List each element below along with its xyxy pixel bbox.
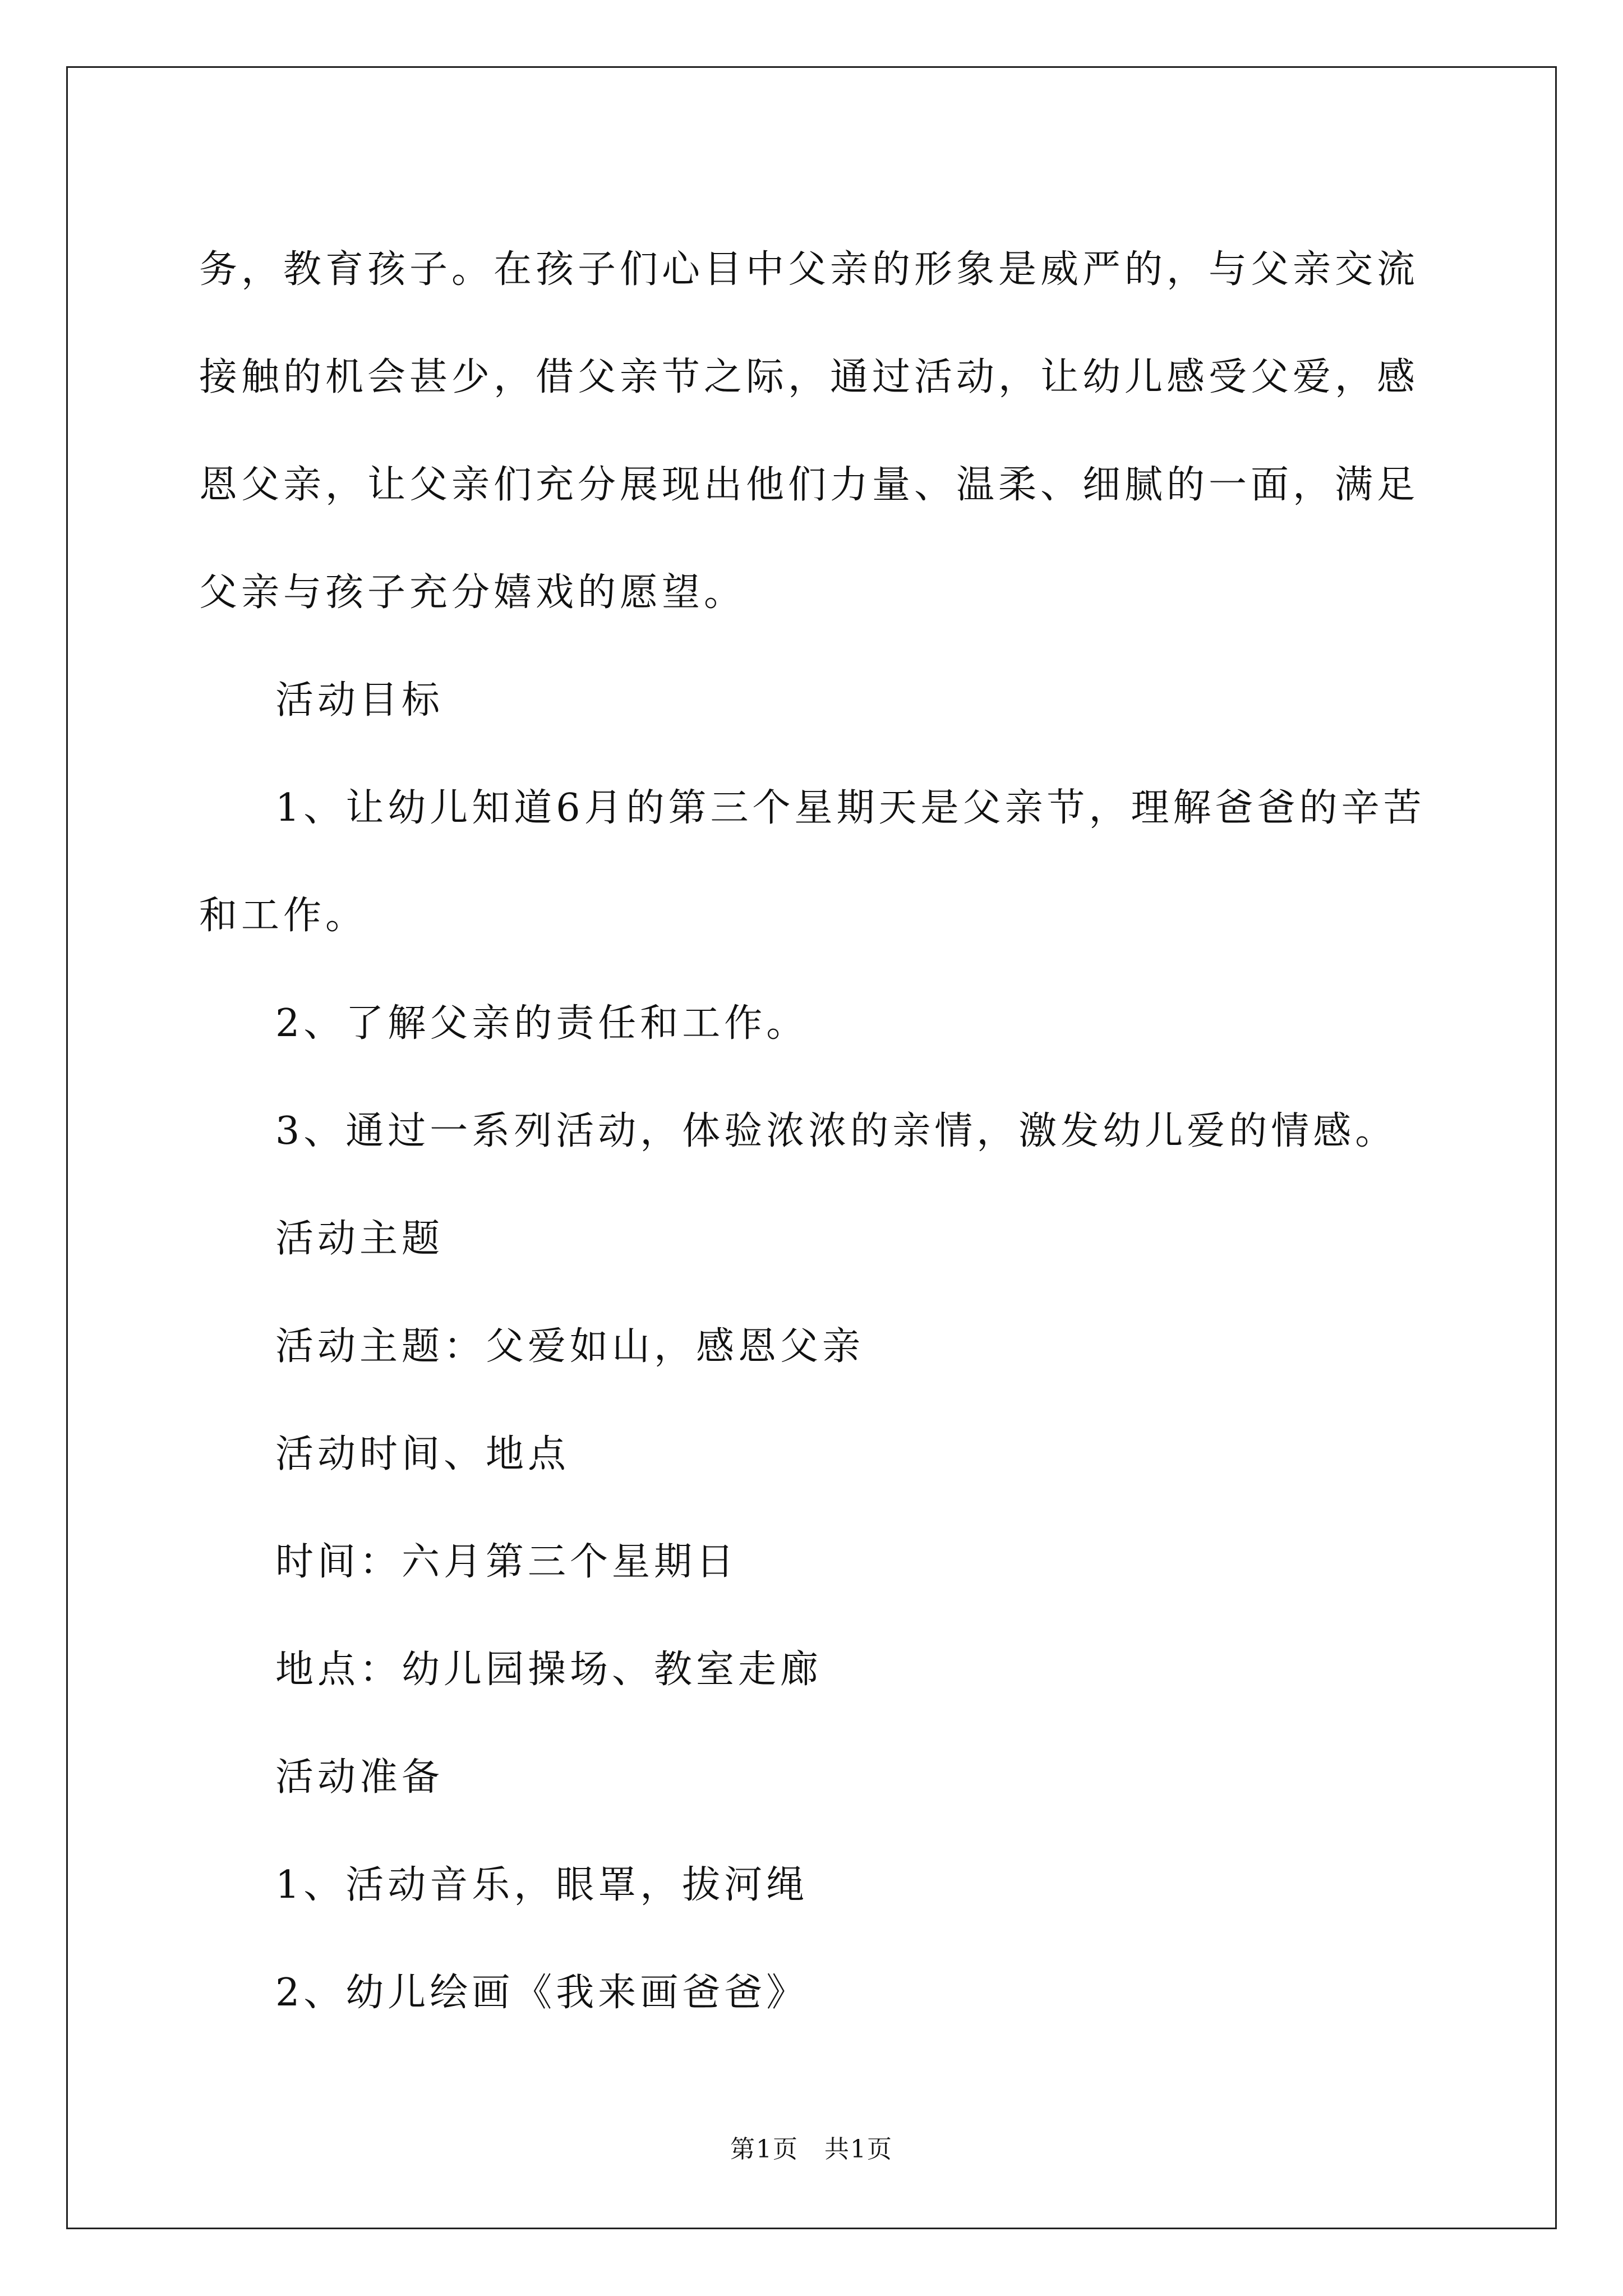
- theme-text: 活动主题：父爱如山，感恩父亲: [275, 1324, 865, 1369]
- document-body: [199, 216, 1433, 2047]
- place-text: 地点：幼儿园操场、教室走廊: [275, 1648, 823, 1692]
- section-heading-theme: 活动主题: [275, 1217, 444, 1261]
- page-number-footer: 第1页 共1页: [730, 2135, 893, 2164]
- objective-item: 3、通过一系列活动，体验浓浓的亲情，激发幼儿爱的情感。: [275, 1109, 1398, 1153]
- time-text: 时间：六月第三个星期日: [275, 1540, 739, 1584]
- section-heading-preparation: 活动准备: [275, 1755, 444, 1800]
- objective-item: 1、让幼儿知道6月的第三个星期天是父亲节，理解爸爸的辛苦和工作。: [199, 786, 1426, 938]
- objective-item: 2、了解父亲的责任和工作。: [275, 1001, 809, 1046]
- section-heading-objectives: 活动目标: [275, 678, 444, 723]
- body-paragraph: 务，教育孩子。在孩子们心目中父亲的形象是威严的，与父亲交流接触的机会甚少，借父亲节之际，通过活动，让幼儿感受父爱，感恩父亲，让父亲们充分展现出他们力量、温柔、细腻的一面，满足父亲与孩子充分嬉戏的愿望。: [199, 247, 1419, 615]
- preparation-item: 1、活动音乐，眼罩，拔河绳: [275, 1863, 809, 1907]
- preparation-item: 2、幼儿绘画《我来画爸爸》: [275, 1971, 809, 2015]
- section-heading-time-place: 活动时间、地点: [275, 1432, 570, 1476]
